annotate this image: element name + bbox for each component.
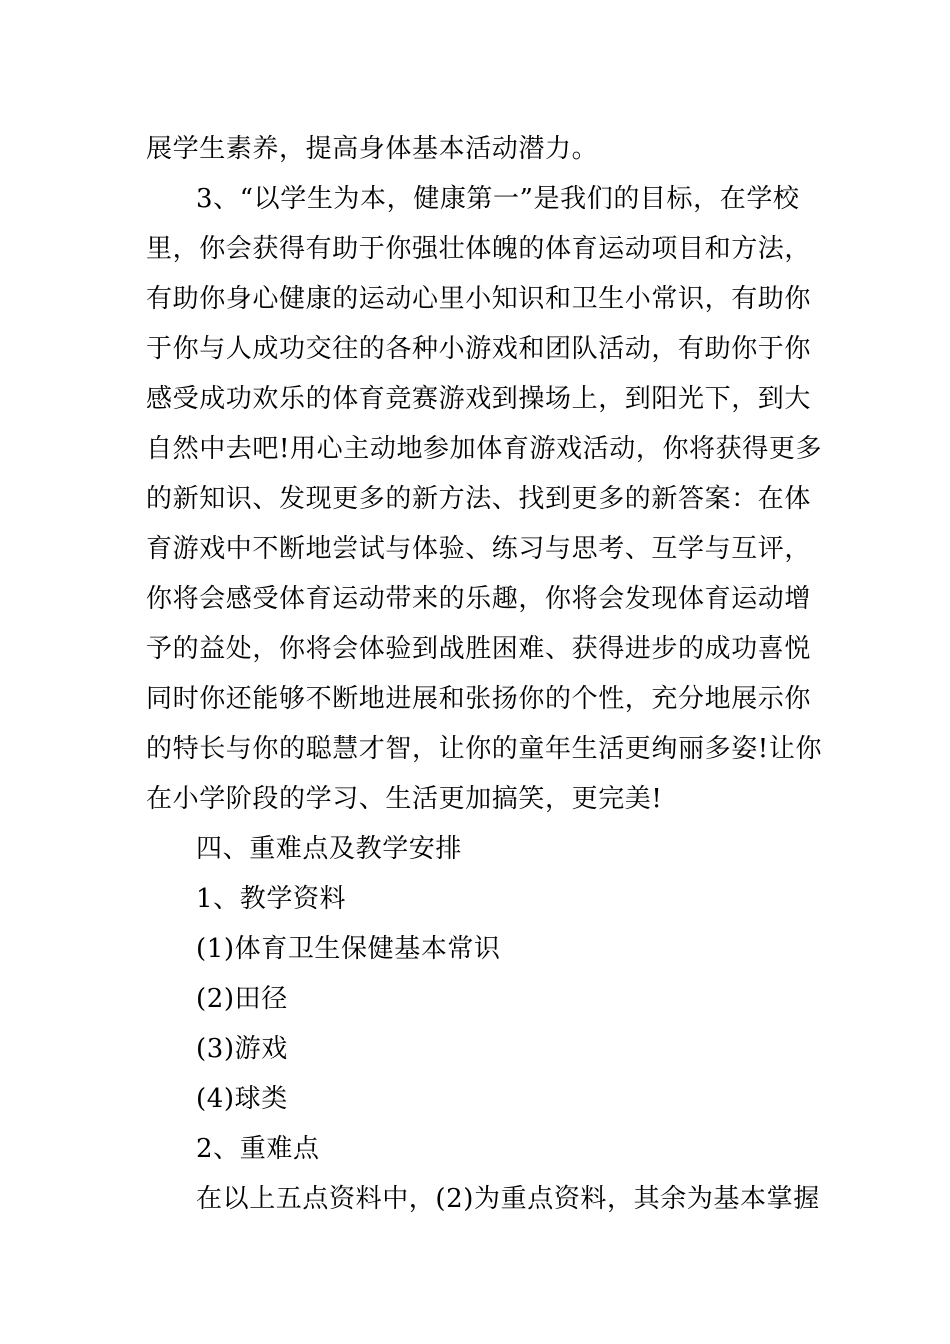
text-line: 你将会感受体育运动带来的乐趣，你将会发现体育运动增 [146,584,812,614]
text-line: 感受成功欢乐的体育竞赛游戏到操场上，到阳光下，到大 [146,384,812,414]
document-page [146,124,823,1224]
text-line: 在以上五点资料中，(2)为重点资料，其余为基本掌握 [196,1184,820,1214]
list-item: (1)体育卫生保健基本常识 [196,934,501,964]
text-line: 同时你还能够不断地进展和张扬你的个性，充分地展示你 [146,684,812,714]
text-line: 予的益处，你将会体验到战胜困难、获得进步的成功喜悦 [146,634,812,664]
text-line: 3、“以学生为本，健康第一”是我们的目标，在学校 [196,184,800,214]
text-line: 的特长与你的聪慧才智，让你的童年生活更绚丽多姿!让你 [146,734,823,764]
text-line: 育游戏中不断地尝试与体验、练习与思考、互学与互评， [146,534,812,564]
text-line: 的新知识、发现更多的新方法、找到更多的新答案：在体 [146,484,812,514]
text-line: 在小学阶段的学习、生活更加搞笑，更完美! [146,784,663,814]
subsection-heading: 2、重难点 [196,1134,320,1164]
list-item: (4)球类 [196,1084,288,1114]
section-heading: 四、重难点及教学安排 [196,834,463,864]
text-line: 于你与人成功交往的各种小游戏和团队活动，有助你于你 [146,334,812,364]
list-item: (3)游戏 [196,1034,288,1064]
subsection-heading: 1、教学资料 [196,884,347,914]
text-line: 自然中去吧!用心主动地参加体育游戏活动，你将获得更多 [146,434,823,464]
list-item: (2)田径 [196,984,288,1014]
text-line: 里，你会获得有助于你强壮体魄的体育运动项目和方法， [146,234,812,264]
text-line: 有助你身心健康的运动心里小知识和卫生小常识，有助你 [146,284,812,314]
text-line: 展学生素养，提高身体基本活动潜力。 [146,134,599,164]
